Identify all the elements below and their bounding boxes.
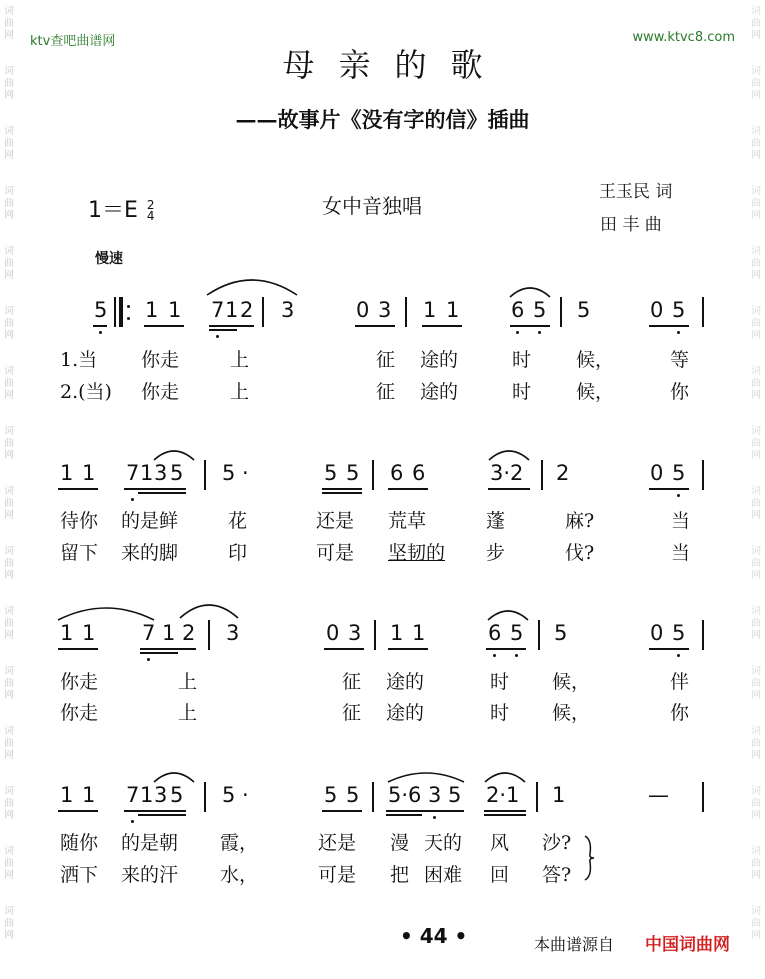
side-glyph: 词曲网 [4, 246, 14, 281]
slur [205, 271, 300, 297]
side-glyph: 词曲网 [751, 906, 761, 941]
lyric-1: 途的 [386, 671, 425, 693]
lyric-2: 上 [230, 381, 250, 403]
barline [702, 782, 704, 812]
lyric-1: 麻? [565, 510, 595, 532]
note: 1 [140, 461, 154, 485]
lyric-2: 途的 [420, 381, 459, 403]
note: 2 [556, 461, 570, 485]
eighth-underline [355, 325, 395, 327]
sixteenth-underline [484, 814, 526, 816]
tempo-marking: 慢速 [95, 251, 123, 267]
low-octave-dot [677, 494, 680, 497]
lyric-1: 还是 [318, 832, 357, 854]
site-name: 中国词曲网 [645, 935, 730, 955]
lyric-1: 1.当 [60, 349, 98, 371]
side-glyph: 词曲网 [751, 246, 761, 281]
eighth-underline [388, 488, 428, 490]
barline [702, 297, 704, 327]
note: 5 [672, 621, 686, 645]
side-glyph: 词曲网 [4, 846, 14, 881]
lyric-2: 洒下 [60, 864, 99, 886]
low-octave-dot [677, 654, 680, 657]
note: 6 [488, 621, 502, 645]
note: 2·1 [486, 783, 520, 807]
side-glyph: 词曲网 [4, 66, 14, 101]
side-glyph: 词曲网 [4, 666, 14, 701]
note: 3 [428, 783, 442, 807]
barline [538, 620, 540, 650]
lyric-2: 你 [670, 702, 690, 724]
low-octave-dot [99, 331, 102, 334]
eighth-underline [322, 810, 362, 812]
lyric-2: 留下 [60, 542, 99, 564]
sixteenth-underline [209, 329, 237, 331]
low-octave-dot [516, 331, 519, 334]
note: 5·6 [388, 783, 422, 807]
barline [204, 782, 206, 812]
lyric-2: 来的汗 [121, 864, 179, 886]
side-glyph: 词曲网 [751, 366, 761, 401]
note: 1 [82, 783, 96, 807]
note: 5 [510, 621, 524, 645]
side-glyph: 词曲网 [751, 786, 761, 821]
lyric-2: 征 [342, 702, 362, 724]
note: 1 [140, 783, 154, 807]
lyric-2: 时 [490, 702, 510, 724]
eighth-underline [486, 648, 526, 650]
side-glyph: 词曲网 [751, 606, 761, 641]
low-octave-dot [131, 498, 134, 501]
eighth-underline [58, 810, 98, 812]
eighth-underline [388, 648, 428, 650]
eighth-underline [124, 488, 186, 490]
lyric-1: 候， [552, 671, 591, 693]
meter-top: 2 [146, 198, 155, 212]
side-glyph: 词曲网 [751, 186, 761, 221]
note: 3 [378, 298, 392, 322]
eighth-underline [144, 325, 184, 327]
lyric-1: 天的 [424, 832, 463, 854]
page-number: • 44 • [400, 924, 468, 948]
side-glyph: 词曲网 [751, 66, 761, 101]
side-glyph: 词曲网 [751, 306, 761, 341]
note: 5 · [222, 783, 249, 807]
key-signature [88, 193, 155, 224]
lyric-1: 花 [228, 510, 248, 532]
lyric-2: 候， [552, 702, 591, 724]
note: 1 [423, 298, 437, 322]
lyric-1: 等 [670, 349, 690, 371]
low-octave-dot [538, 331, 541, 334]
side-glyph: 词曲网 [4, 426, 14, 461]
barline [702, 460, 704, 490]
note: 5 [554, 621, 568, 645]
note: 5 [533, 298, 547, 322]
note: 6 [511, 298, 525, 322]
lyric-1: 沙? [542, 832, 572, 854]
lyricist-credit: 王玉民 词 [599, 182, 673, 202]
lyric-1: 时 [512, 349, 532, 371]
note: 5 [170, 461, 184, 485]
side-glyph: 词曲网 [4, 306, 14, 341]
lyric-1: 候， [576, 349, 615, 371]
note: 5 [346, 783, 360, 807]
lyric-2: 候， [576, 381, 615, 403]
lyric-1: 蓬 [486, 510, 506, 532]
eighth-underline [209, 325, 254, 327]
lyric-1: 你走 [60, 671, 99, 693]
lyric-1: 随你 [60, 832, 99, 854]
note: 3·2 [490, 461, 524, 485]
lyric-2: 伐? [565, 542, 595, 564]
slur [152, 768, 197, 784]
lyric-2: 征 [376, 381, 396, 403]
eighth-underline [58, 648, 98, 650]
eighth-underline [484, 810, 526, 812]
lyric-2: 来的脚 [121, 542, 179, 564]
note: 0 [650, 298, 664, 322]
barline [702, 620, 704, 650]
low-octave-dot [216, 335, 219, 338]
note: 3 [281, 298, 295, 322]
lyric-2: 途的 [386, 702, 425, 724]
side-glyph: 词曲网 [751, 6, 761, 41]
note: 0 [650, 461, 664, 485]
meter-bottom: 4 [146, 209, 155, 223]
eighth-underline [422, 325, 462, 327]
eighth-underline [140, 648, 196, 650]
lyric-2: 可是 [318, 864, 357, 886]
song-title: 母亲的歌 [282, 46, 507, 84]
lyric-1: 途的 [420, 349, 459, 371]
barline [372, 460, 374, 490]
lyric-1: 征 [376, 349, 396, 371]
lyric-1: 当 [671, 510, 691, 532]
staff-system-4 [0, 780, 765, 850]
note: 1 [412, 621, 426, 645]
side-glyph: 词曲网 [4, 606, 14, 641]
note: 5 [324, 783, 338, 807]
lyric-1: 征 [342, 671, 362, 693]
note: 3 [348, 621, 362, 645]
note: 1 [168, 298, 182, 322]
note: 5 [577, 298, 591, 322]
note: 7 [126, 783, 140, 807]
note: 1 [446, 298, 460, 322]
side-glyph: 词曲网 [751, 486, 761, 521]
note: 3 [154, 461, 168, 485]
lyric-1: 的是朝 [121, 832, 179, 854]
note: 1 [82, 621, 96, 645]
side-glyph: 词曲网 [4, 6, 14, 41]
composer-credit: 田 丰 曲 [600, 215, 662, 235]
note: 6 [412, 461, 426, 485]
note: 0 [650, 621, 664, 645]
note: 2 [182, 621, 196, 645]
lyric-1: 霞， [220, 832, 259, 854]
sixteenth-underline [140, 652, 178, 654]
lyric-1: 上 [178, 671, 198, 693]
lyric-1: 你走 [141, 349, 180, 371]
lyric-2: 上 [178, 702, 198, 724]
barline [114, 297, 116, 327]
side-glyph: 词曲网 [751, 426, 761, 461]
barline [405, 297, 407, 327]
eighth-underline [649, 325, 689, 327]
side-glyph: 词曲网 [4, 546, 14, 581]
sixteenth-underline [322, 492, 362, 494]
slur [386, 768, 466, 784]
side-glyph: 词曲网 [4, 906, 14, 941]
note: 7 [126, 461, 140, 485]
eighth-underline [58, 488, 98, 490]
lyric-1: 时 [490, 671, 510, 693]
note: 1 [390, 621, 404, 645]
watermark-right: www.ktvc8.com [632, 30, 735, 45]
lyric-1: 上 [230, 349, 250, 371]
note: 1 [60, 621, 74, 645]
note: 1 [225, 298, 239, 322]
note: 5 [672, 298, 686, 322]
barline [372, 782, 374, 812]
note: 5 [346, 461, 360, 485]
lyric-1: 荒草 [388, 510, 427, 532]
lyric-1: 伴 [670, 671, 690, 693]
eighth-underline [93, 325, 107, 327]
slur [483, 768, 528, 784]
note: 7 [142, 621, 156, 645]
lyric-2: 坚韧的 [388, 542, 446, 564]
side-glyph: 词曲网 [4, 486, 14, 521]
low-octave-dot [493, 654, 496, 657]
note: 6 [390, 461, 404, 485]
note: 0 [356, 298, 370, 322]
lyric-2: 步 [486, 542, 506, 564]
key-label: 1＝E [88, 198, 138, 223]
lyric-2: 可是 [316, 542, 355, 564]
slur [487, 446, 532, 462]
watermark-left: ktv查吧曲谱网 [30, 34, 116, 49]
note: 3 [226, 621, 240, 645]
eighth-underline [324, 648, 364, 650]
note: 5 [672, 461, 686, 485]
lyric-2: 答? [542, 864, 572, 886]
source-label: 本曲谱源自 [534, 935, 615, 954]
barline [204, 460, 206, 490]
side-glyph: 词曲网 [4, 126, 14, 161]
low-octave-dot [515, 654, 518, 657]
note: 5 [170, 783, 184, 807]
lyric-2: 你走 [141, 381, 180, 403]
low-octave-dot [147, 658, 150, 661]
lyric-2: 时 [512, 381, 532, 403]
barline [262, 297, 264, 327]
repeat-dot [127, 305, 130, 308]
lyric-2: 困难 [424, 864, 463, 886]
lyric-2: 水， [220, 864, 259, 886]
side-glyph: 词曲网 [4, 786, 14, 821]
sixteenth-underline [138, 814, 186, 816]
repeat-barline [119, 297, 123, 327]
lyric-2: 回 [490, 864, 510, 886]
side-glyph: 词曲网 [751, 846, 761, 881]
barline [541, 460, 543, 490]
note: 3 [154, 783, 168, 807]
lyric-1: 的是鲜 [121, 510, 179, 532]
lyric-1: 待你 [60, 510, 99, 532]
side-glyph: 词曲网 [4, 186, 14, 221]
eighth-underline [510, 325, 550, 327]
note: 5 [448, 783, 462, 807]
lyric-2: 把 [390, 864, 410, 886]
barline [208, 620, 210, 650]
verse-brace [582, 834, 596, 882]
lyric-1: 漫 [390, 832, 410, 854]
eighth-underline [124, 810, 186, 812]
staff-system-2 [0, 458, 765, 528]
slur [486, 606, 531, 622]
slur [56, 604, 156, 622]
low-octave-dot [131, 820, 134, 823]
barline [536, 782, 538, 812]
note: — [648, 783, 669, 807]
time-signature [147, 200, 155, 222]
voice-type: 女中音独唱 [322, 194, 422, 218]
note: 7 [211, 298, 225, 322]
song-subtitle: ——故事片《没有字的信》插曲 [235, 107, 530, 132]
side-glyph: 词曲网 [751, 666, 761, 701]
eighth-underline [322, 488, 362, 490]
low-octave-dot [433, 816, 436, 819]
note: 1 [162, 621, 176, 645]
side-glyph: 词曲网 [4, 366, 14, 401]
slur [152, 446, 197, 462]
side-glyph: 词曲网 [751, 546, 761, 581]
note: 1 [145, 298, 159, 322]
slur [178, 598, 240, 620]
eighth-underline [386, 810, 464, 812]
sixteenth-underline [138, 492, 186, 494]
lyric-1: 还是 [316, 510, 355, 532]
note: 1 [552, 783, 566, 807]
side-glyph: 词曲网 [751, 126, 761, 161]
lyric-2: 你走 [60, 702, 99, 724]
lyric-2: 当 [671, 542, 691, 564]
lyric-2: 印 [228, 542, 248, 564]
sixteenth-underline [386, 814, 422, 816]
note: 5 · [222, 461, 249, 485]
lyric-2: 你 [670, 381, 690, 403]
lyric-2: 2.(当) [60, 381, 112, 403]
side-glyph: 词曲网 [751, 726, 761, 761]
note: 1 [60, 461, 74, 485]
note: 0 [326, 621, 340, 645]
barline [374, 620, 376, 650]
note: 1 [60, 783, 74, 807]
slur [508, 283, 553, 299]
lyric-1: 风 [490, 832, 510, 854]
eighth-underline [649, 648, 689, 650]
note: 2 [240, 298, 254, 322]
note: 5 [324, 461, 338, 485]
barline [560, 297, 562, 327]
note: 1 [82, 461, 96, 485]
staff-system-3 [0, 618, 765, 688]
side-glyph: 词曲网 [4, 726, 14, 761]
note: 5 [94, 298, 108, 322]
low-octave-dot [677, 331, 680, 334]
eighth-underline [649, 488, 689, 490]
eighth-underline [488, 488, 530, 490]
repeat-dot [127, 317, 130, 320]
